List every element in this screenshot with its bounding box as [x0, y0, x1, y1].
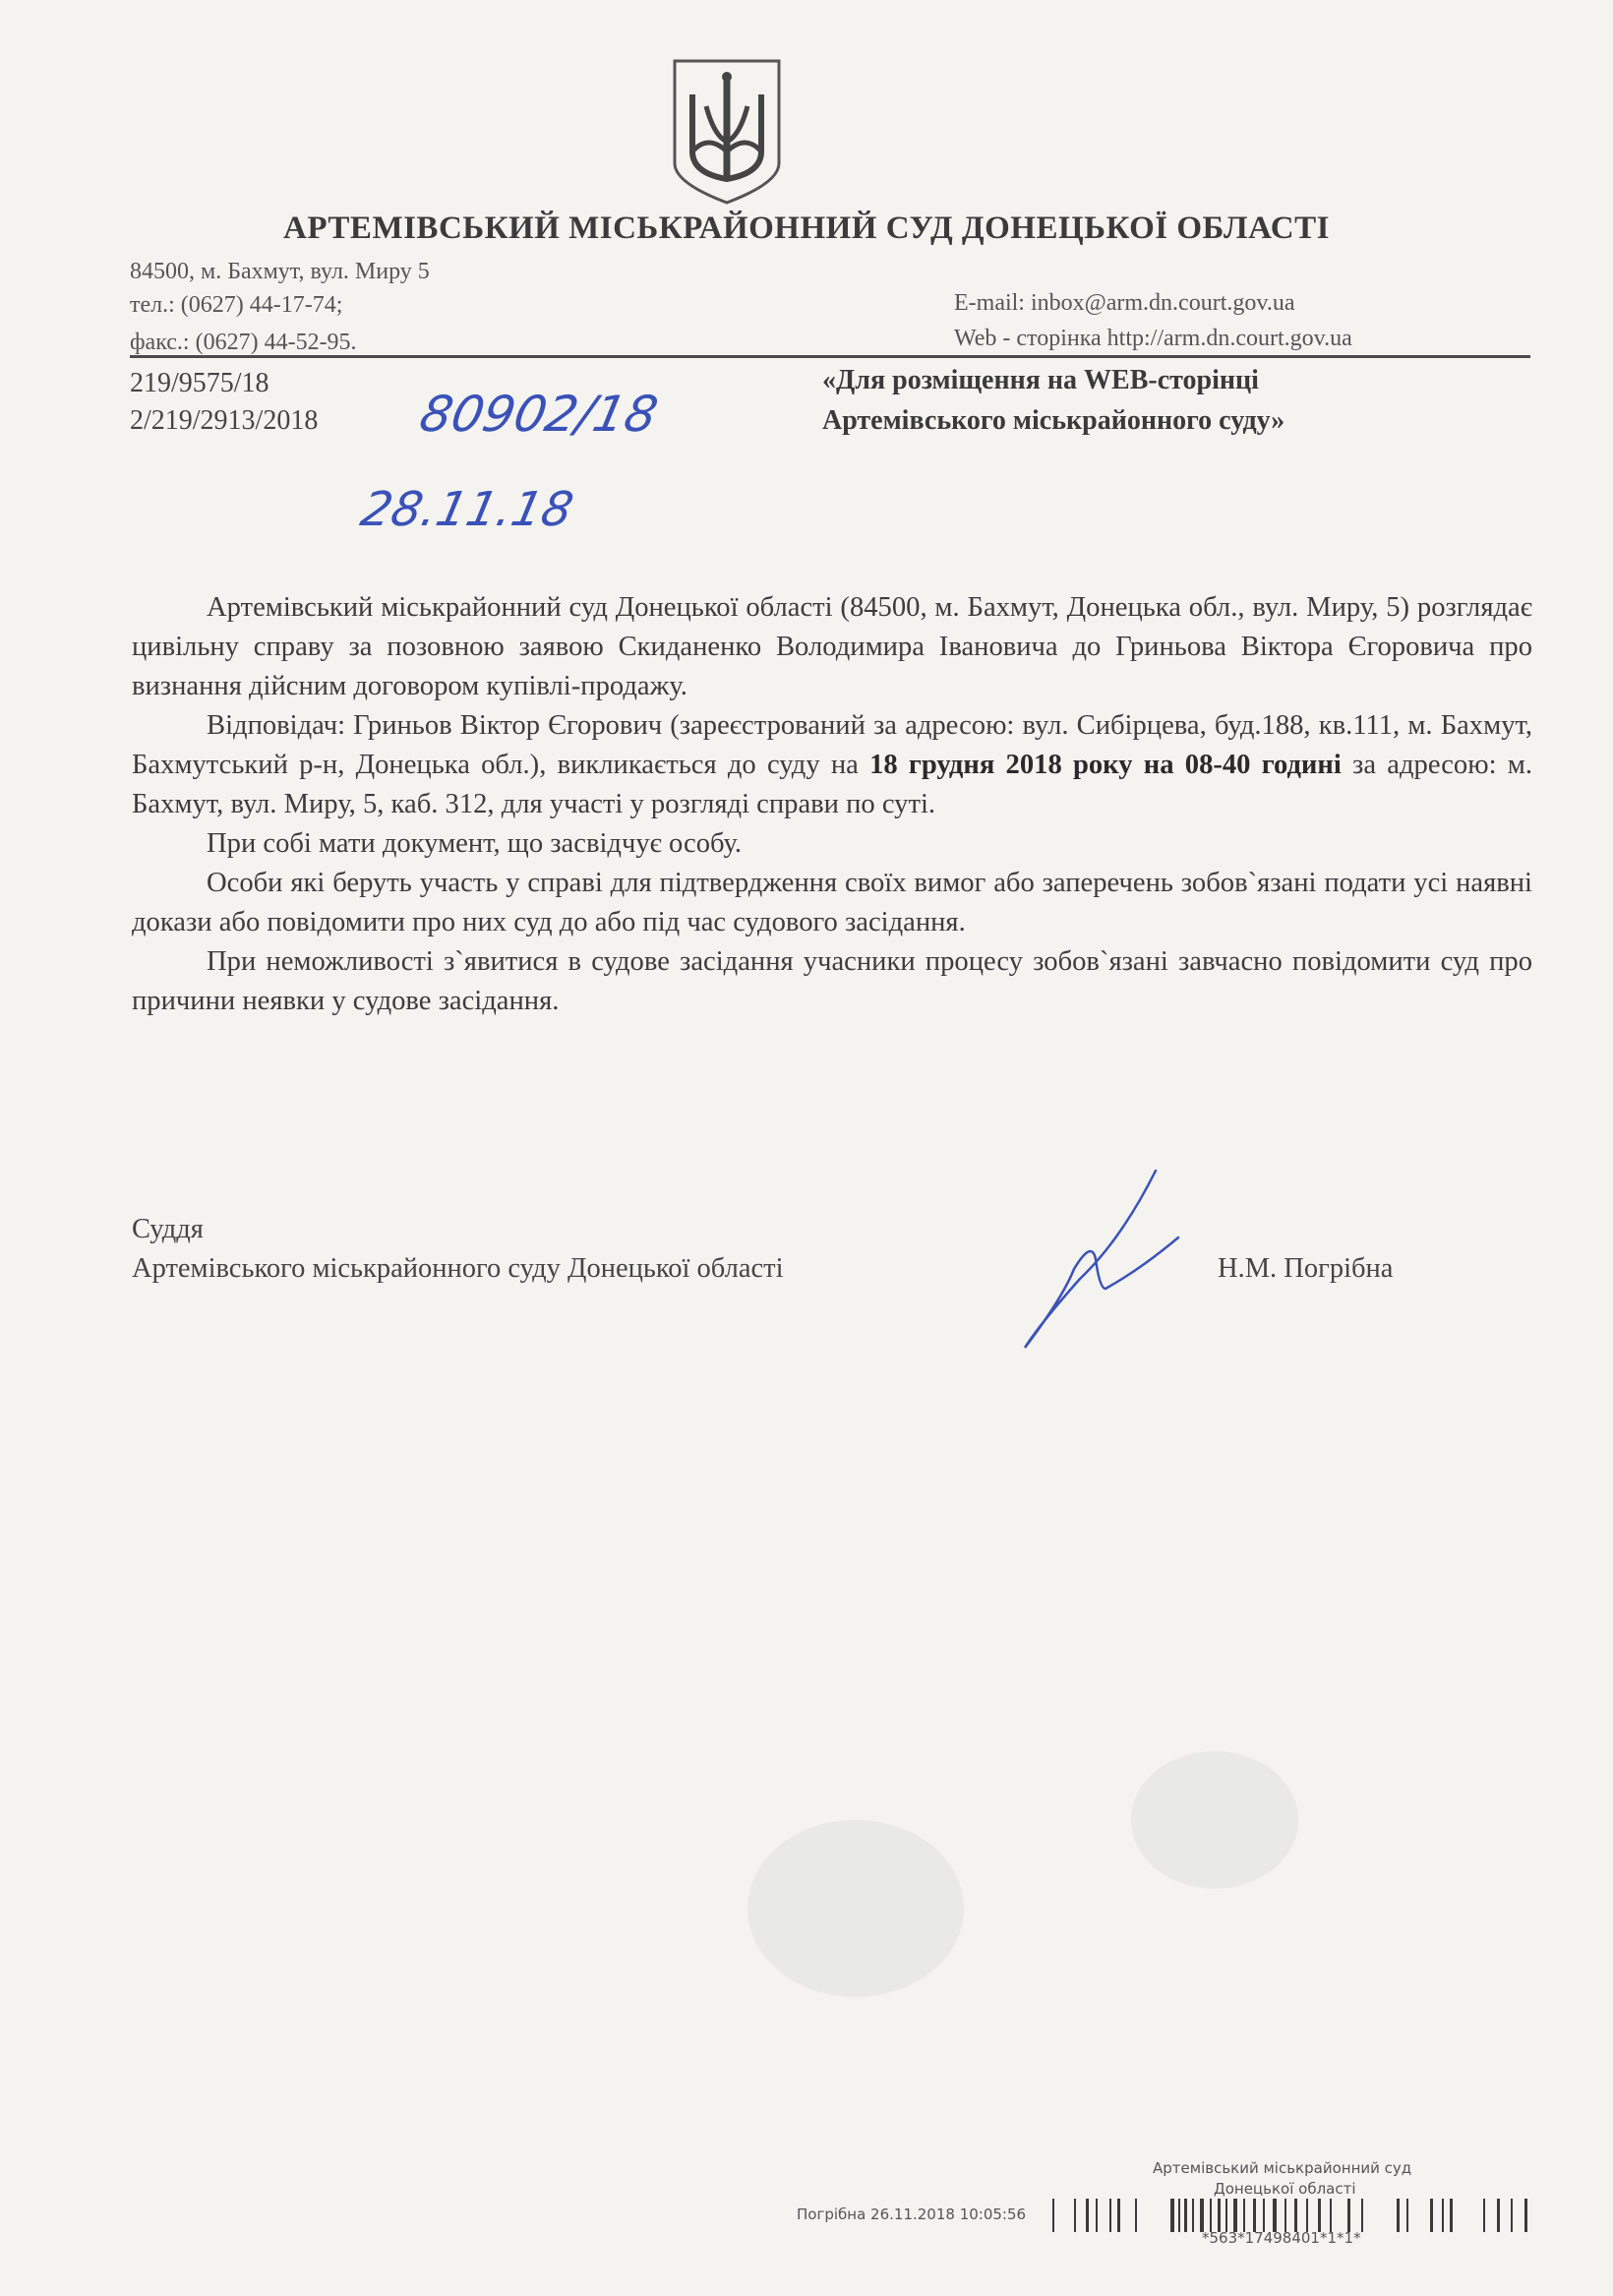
case-number: 219/9575/18 — [130, 368, 269, 398]
defendant-text: Відповідач: Гриньов Віктор Єгорович (зареєстрований за адресою: вул. Сибірцева, буд.188, кв.111, м. Бахмут, Бахмутський р-н, Донецька обл.), викликається до суду на — [132, 710, 1532, 780]
court-website: Web - сторінка http://arm.dn.court.gov.ua — [954, 326, 1352, 351]
web-note-line-2: Артемівського міськрайонного суду» — [822, 405, 1285, 436]
judge-name: Н.М. Погрібна — [1218, 1253, 1394, 1284]
court-fax: факс.: (0627) 44-52-95. — [130, 330, 357, 355]
judge-title: Суддя — [132, 1214, 204, 1244]
court-name-heading: АРТЕМІВСЬКИЙ МІСЬКРАЙОННИЙ СУД ДОНЕЦЬКОЇ ОБЛАСТІ — [283, 211, 1330, 246]
web-publication-note — [822, 360, 1284, 441]
summons-body — [132, 588, 1532, 1021]
proceeding-number: 2/219/2913/2018 — [130, 405, 319, 436]
judge-court: Артемівського міськрайонного суду Донецької області — [132, 1253, 784, 1284]
body-paragraph-defendant — [132, 706, 1532, 824]
hearing-datetime: 18 грудня 2018 року на 08-40 годині — [869, 750, 1342, 780]
barcode-code: *563*17498401*1*1* — [1202, 2229, 1361, 2247]
stamp-printed-info: Погрібна 26.11.2018 10:05:56 — [797, 2205, 1027, 2223]
stamp-court-line-2: Донецької області — [1214, 2180, 1356, 2198]
body-paragraph-case: Артемівський міськрайонний суд Донецької області (84500, м. Бахмут, Донецька обл., вул. Миру, 5) розглядає цивільну справу за позовною заявою Скиданенко Володимира Івановича до Гриньова Віктора Єгоровича про визнання дійсним договором купівлі-продажу. — [132, 592, 1532, 701]
court-phone: тел.: (0627) 44-17-74; — [130, 292, 343, 318]
body-paragraph-absence: При неможливості з`явитися в судове засідання учасники процесу зобов`язані завчасно повідомити суд про причини неявки у судове засідання. — [132, 946, 1532, 1016]
body-paragraph-evidence: Особи які беруть участь у справі для підтвердження своїх вимог або заперечень зобов`язані подати усі наявні докази або повідомити про них суд до або під час судового засідання. — [132, 868, 1532, 937]
barcode-icon — [1052, 2199, 1534, 2232]
header-divider — [130, 355, 1530, 358]
handwritten-registration-date: 28.11.18 — [356, 482, 578, 537]
court-email: E-mail: inbox@arm.dn.court.gov.ua — [954, 290, 1295, 316]
stamp-court-line-1: Артемівський міськрайонний суд — [1153, 2159, 1412, 2177]
handwritten-signature-icon — [1003, 1161, 1200, 1358]
hearing-location-text: за адресою: м. Бахмут, вул. Миру, 5, каб. 312, для участі у розгляді справи по суті. — [132, 750, 1532, 819]
court-address: 84500, м. Бахмут, вул. Миру 5 — [130, 259, 430, 284]
body-paragraph-id: При собі мати документ, що засвідчує особу. — [207, 828, 743, 859]
trident-emblem-icon — [669, 57, 785, 207]
web-note-line-1: «Для розміщення на WEB-сторінці — [822, 365, 1259, 395]
paper-smudge — [1131, 1751, 1298, 1889]
handwritten-registration-number: 80902/18 — [414, 386, 663, 443]
paper-smudge — [747, 1820, 964, 1997]
